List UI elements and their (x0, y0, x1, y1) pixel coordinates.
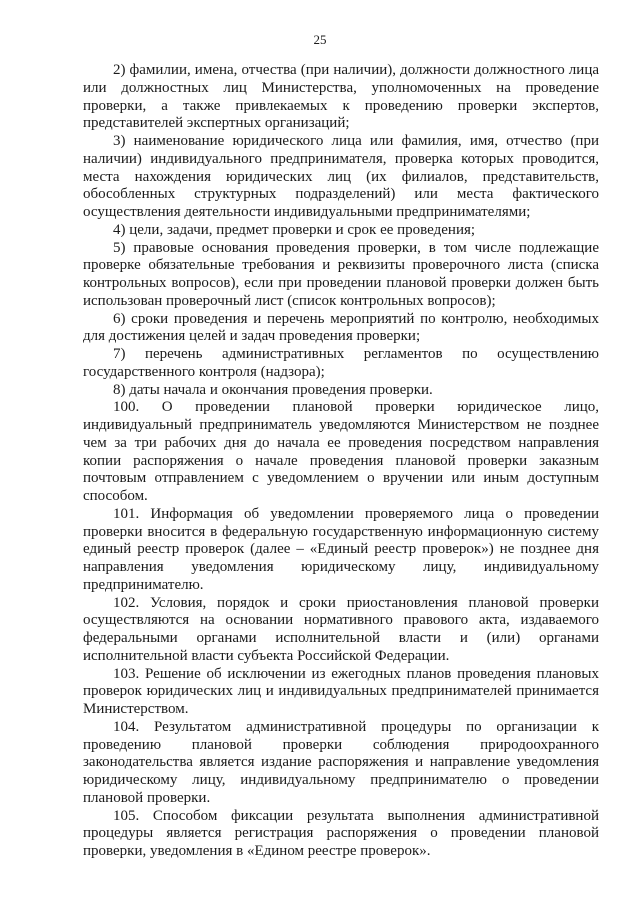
page-number: 25 (313, 32, 327, 47)
paragraph-item-3: 3) наименование юридического лица или фамилия, имя, отчество (при наличии) индивидуального предпринимателя, проверка которых проводится, места нахождения юридических лиц (их филиалов, представительств, обособленных структурных подразделений) или места фактического осуществления деятельности индивидуальными предпринимателями; (83, 133, 599, 220)
document-body (83, 62, 599, 861)
paragraph-item-8: 8) даты начала и окончания проведения проверки. (113, 381, 433, 398)
paragraph-100: 100. О проведении плановой проверки юридическое лицо, индивидуальный предприниматель уведомляются Министерством не позднее чем за три рабочих дня до начала ее проведения посредством направления копии распоряжения о начале проведения плановой проверки заказным почтовым отправлением с уведомлением о вручении или иным доступным способом. (83, 399, 599, 504)
paragraph-102: 102. Условия, порядок и сроки приостановления плановой проверки осуществляются на основании нормативного правового акта, издаваемого федеральными органами исполнительной власти и (или) органами исполнительной власти субъекта Российской Федерации. (83, 594, 599, 664)
paragraph-item-2: 2) фамилии, имена, отчества (при наличии), должности должностного лица или должностных лиц Министерства, уполномоченных на проведение проверки, а также привлекаемых к проведению проверки экспертов, представителей экспертных организаций; (83, 62, 599, 132)
paragraph-104: 104. Результатом административной процедуры по организации к проведению плановой проверки соблюдения природоохранного законодательства является издание распоряжения и направление уведомления юридическому лицу, индивидуальному предпринимателю о проведении плановой проверки. (83, 718, 599, 806)
paragraph-103: 103. Решение об исключении из ежегодных планов проведения плановых проверок юридических лиц и индивидуальных предпринимателей принимается Министерством. (83, 665, 599, 717)
paragraph-101: 101. Информация об уведомлении проверяемого лица о проведении проверки вносится в федеральную государственную информационную систему единый реестр проверок (далее – «Единый реестр проверок») не позднее дня направления уведомления юридическому лицу, индивидуальному предпринимателю. (83, 505, 599, 593)
paragraph-105: 105. Способом фиксации результата выполнения административной процедуры является регистрация распоряжения о проведении плановой проверки, уведомления в «Едином реестре проверок». (83, 807, 599, 859)
paragraph-item-5: 5) правовые основания проведения проверки, в том числе подлежащие проверке обязательные требования и реквизиты проверочного листа (списка контрольных вопросов), если при проведении плановой проверки должен быть использован проверочный лист (список контрольных вопросов); (83, 239, 599, 309)
paragraph-item-7: 7) перечень административных регламентов по осуществлению государственного контроля (надзора); (83, 346, 599, 380)
paragraph-item-6: 6) сроки проведения и перечень мероприятий по контролю, необходимых для достижения целей и задач проведения проверки; (83, 310, 599, 345)
paragraph-item-4: 4) цели, задачи, предмет проверки и срок ее проведения; (113, 221, 476, 238)
